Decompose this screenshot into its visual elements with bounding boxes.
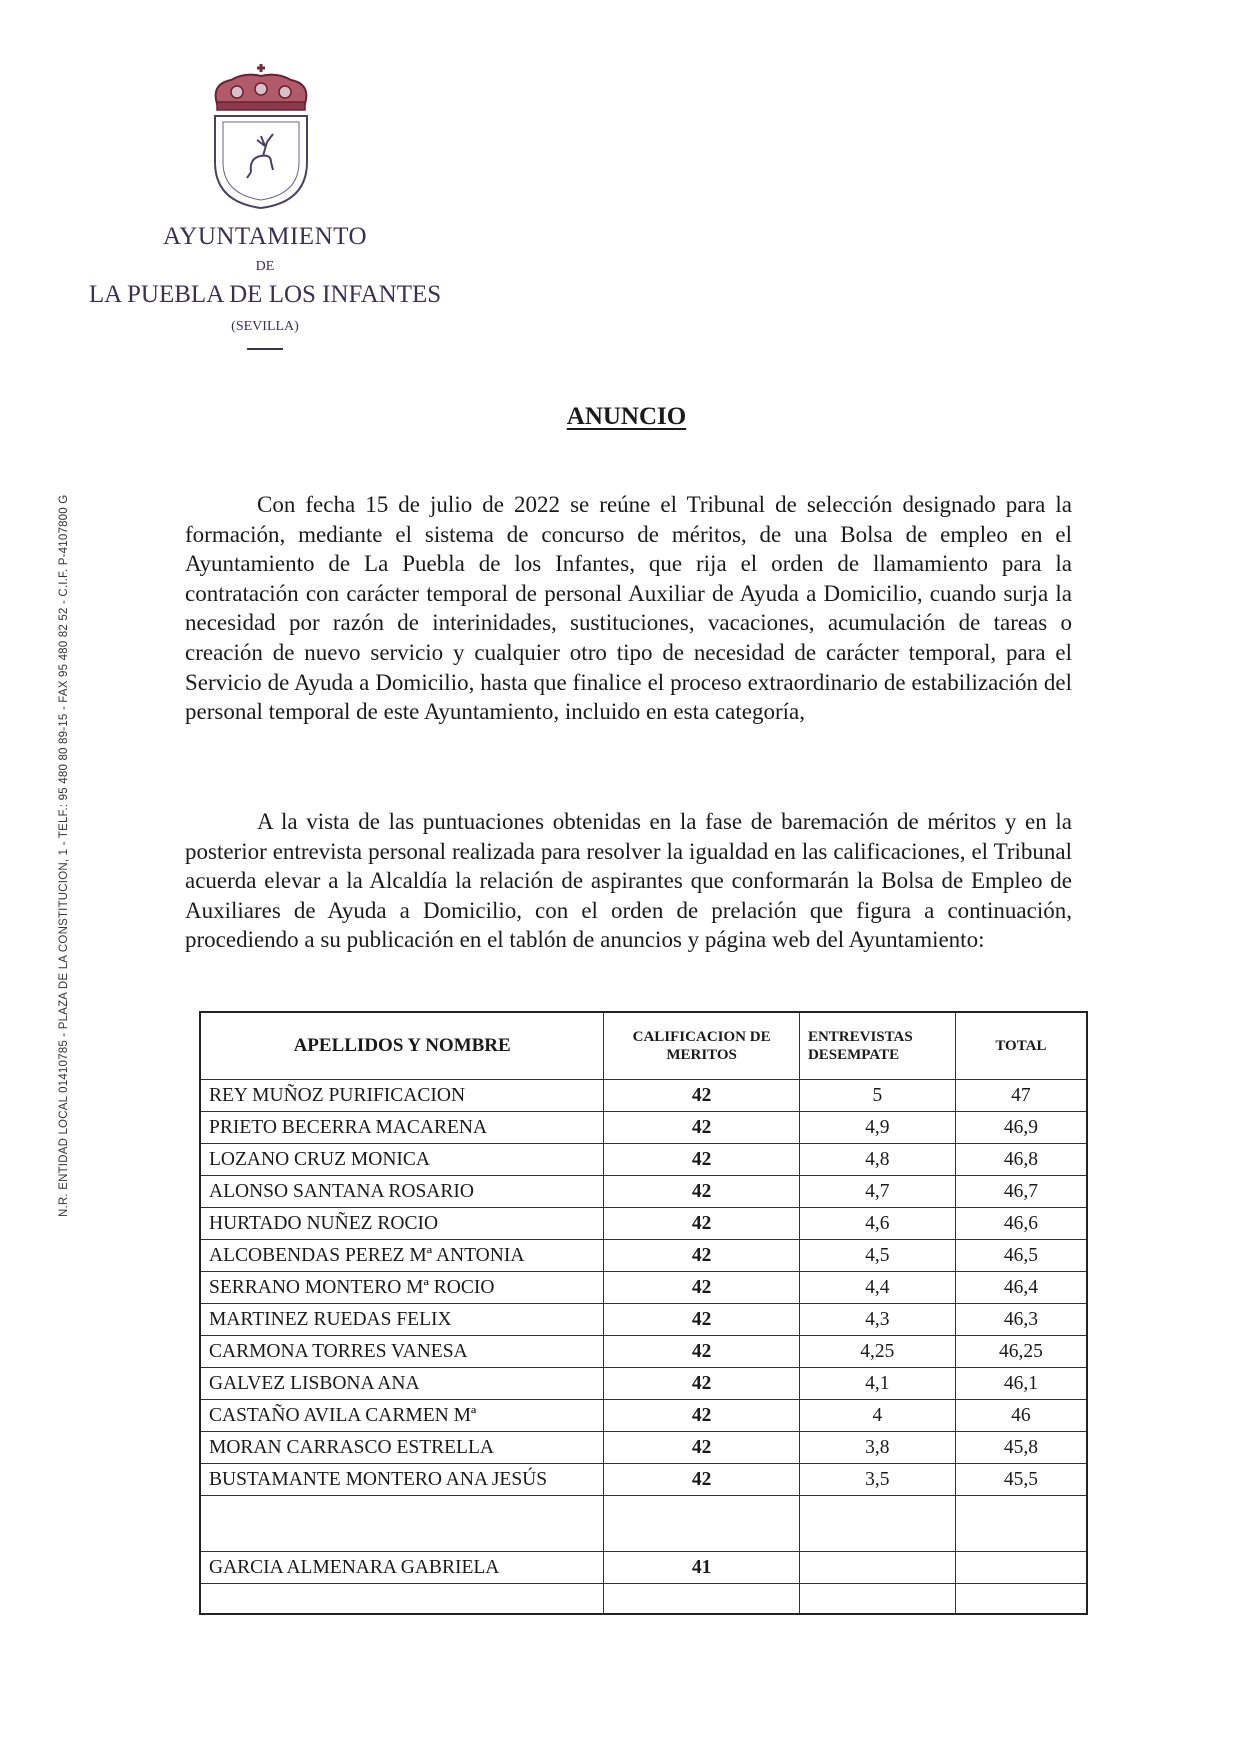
org-line-province: (SEVILLA)	[231, 319, 299, 334]
header-merits: CALIFICACION DE MERITOS	[604, 1012, 800, 1080]
cell-interview	[799, 1496, 955, 1552]
table-header-row	[200, 1012, 1087, 1080]
table-row	[200, 1464, 1087, 1496]
cell-name: SERRANO MONTERO Mª ROCIO	[200, 1272, 604, 1304]
cell-total	[955, 1496, 1087, 1552]
table-row	[200, 1496, 1087, 1552]
org-line-de: DE	[255, 259, 275, 274]
cell-interview: 3,5	[799, 1464, 955, 1496]
cell-interview	[799, 1552, 955, 1584]
cell-merits: 42	[604, 1144, 800, 1176]
organization-heading	[80, 222, 450, 350]
side-registry-text: N.R. ENTIDAD LOCAL 01410785 - PLAZA DE LA CONSTITUCION, 1 - TELF.: 95 480 80 89-15 - FAX 95 480 82 52 - C.I.F. P-4107800 G	[58, 494, 70, 1217]
cell-merits: 42	[604, 1240, 800, 1272]
cell-name: CASTAÑO AVILA CARMEN Mª	[200, 1400, 604, 1432]
cell-name: MARTINEZ RUEDAS FELIX	[200, 1304, 604, 1336]
cell-interview: 4,6	[799, 1208, 955, 1240]
cell-total	[955, 1584, 1087, 1615]
cell-interview: 4	[799, 1400, 955, 1432]
cell-total: 47	[955, 1080, 1087, 1112]
table-row	[200, 1112, 1087, 1144]
cell-merits: 42	[604, 1432, 800, 1464]
coat-of-arms-icon	[205, 62, 317, 212]
cell-merits: 42	[604, 1208, 800, 1240]
cell-total: 46,7	[955, 1176, 1087, 1208]
cell-interview: 4,25	[799, 1336, 955, 1368]
table-row	[200, 1584, 1087, 1615]
cell-total: 46,3	[955, 1304, 1087, 1336]
cell-merits: 42	[604, 1176, 800, 1208]
cell-name: GALVEZ LISBONA ANA	[200, 1368, 604, 1400]
table-row	[200, 1400, 1087, 1432]
cell-total: 46,6	[955, 1208, 1087, 1240]
cell-total: 46,25	[955, 1336, 1087, 1368]
org-line-ayuntamiento: AYUNTAMIENTO	[163, 223, 367, 250]
cell-total: 46,8	[955, 1144, 1087, 1176]
table-row	[200, 1336, 1087, 1368]
cell-name: MORAN CARRASCO ESTRELLA	[200, 1432, 604, 1464]
cell-merits: 42	[604, 1304, 800, 1336]
table-row	[200, 1272, 1087, 1304]
paragraph-2: A la vista de las puntuaciones obtenidas en la fase de baremación de méritos y en la posterior entrevista personal realizada para resolver la igualdad en las calificaciones, el Tribunal acuerda elevar a la Alcaldía la relación de aspirantes que conformarán la Bolsa de Empleo de Auxiliares de Ayuda a Domicilio, con el orden de prelación que figura a continuación, procediendo a su publicación en el tablón de anuncios y página web del Ayuntamiento:	[185, 809, 1072, 953]
cell-name: BUSTAMANTE MONTERO ANA JESÚS	[200, 1464, 604, 1496]
page-title: ANUNCIO	[566, 403, 687, 430]
header-total: TOTAL	[955, 1012, 1087, 1080]
cell-interview: 4,5	[799, 1240, 955, 1272]
table-row	[200, 1304, 1087, 1336]
cell-total: 46,1	[955, 1368, 1087, 1400]
table-row	[200, 1144, 1087, 1176]
table-row	[200, 1208, 1087, 1240]
cell-total: 45,5	[955, 1464, 1087, 1496]
cell-interview: 4,4	[799, 1272, 955, 1304]
cell-total: 45,8	[955, 1432, 1087, 1464]
cell-name	[200, 1496, 604, 1552]
cell-merits: 42	[604, 1272, 800, 1304]
cell-interview: 4,7	[799, 1176, 955, 1208]
cell-merits: 42	[604, 1080, 800, 1112]
cell-merits	[604, 1496, 800, 1552]
cell-name: CARMONA TORRES VANESA	[200, 1336, 604, 1368]
cell-name: PRIETO BECERRA MACARENA	[200, 1112, 604, 1144]
cell-interview: 4,9	[799, 1112, 955, 1144]
cell-interview: 4,8	[799, 1144, 955, 1176]
org-line-town: LA PUEBLA DE LOS INFANTES	[88, 281, 442, 308]
cell-interview: 3,8	[799, 1432, 955, 1464]
cell-merits: 42	[604, 1400, 800, 1432]
table-row	[200, 1432, 1087, 1464]
paragraph-1: Con fecha 15 de julio de 2022 se reúne el Tribunal de selección designado para la formación, mediante el sistema de concurso de méritos, de una Bolsa de empleo en el Ayuntamiento de La Puebla de los Infantes, que rija el orden de llamamiento para la contratación con carácter temporal de personal Auxiliar de Ayuda a Domicilio, cuando surja la necesidad por razón de interinidades, sustituciones, vacaciones, acumulación de tareas o creación de nuevo servicio y cualquier otro tipo de necesidad de carácter temporal, para el Servicio de Ayuda a Domicilio, hasta que finalice el proceso extraordinario de estabilización del personal temporal de este Ayuntamiento, incluido en esta categoría,	[185, 492, 1072, 725]
cell-interview: 4,1	[799, 1368, 955, 1400]
table-row	[200, 1552, 1087, 1584]
cell-merits: 41	[604, 1552, 800, 1584]
cell-name: HURTADO NUÑEZ ROCIO	[200, 1208, 604, 1240]
header-interview: ENTREVISTAS DESEMPATE	[799, 1012, 955, 1080]
cell-total	[955, 1552, 1087, 1584]
cell-merits: 42	[604, 1368, 800, 1400]
cell-name	[200, 1584, 604, 1615]
table-row	[200, 1368, 1087, 1400]
cell-name: ALONSO SANTANA ROSARIO	[200, 1176, 604, 1208]
cell-name: LOZANO CRUZ MONICA	[200, 1144, 604, 1176]
cell-merits: 42	[604, 1464, 800, 1496]
cell-name: ALCOBENDAS PEREZ Mª ANTONIA	[200, 1240, 604, 1272]
cell-merits	[604, 1584, 800, 1615]
cell-merits: 42	[604, 1112, 800, 1144]
cell-interview: 4,3	[799, 1304, 955, 1336]
table-row	[200, 1176, 1087, 1208]
table-row	[200, 1080, 1087, 1112]
header-name: APELLIDOS Y NOMBRE	[200, 1012, 604, 1080]
cell-total: 46,4	[955, 1272, 1087, 1304]
cell-name: GARCIA ALMENARA GABRIELA	[200, 1552, 604, 1584]
results-table	[199, 1011, 1088, 1615]
cell-total: 46,5	[955, 1240, 1087, 1272]
cell-total: 46,9	[955, 1112, 1087, 1144]
divider	[247, 348, 283, 350]
cell-total: 46	[955, 1400, 1087, 1432]
table-row	[200, 1240, 1087, 1272]
cell-name: REY MUÑOZ PURIFICACION	[200, 1080, 604, 1112]
cell-merits: 42	[604, 1336, 800, 1368]
cell-interview: 5	[799, 1080, 955, 1112]
cell-interview	[799, 1584, 955, 1615]
